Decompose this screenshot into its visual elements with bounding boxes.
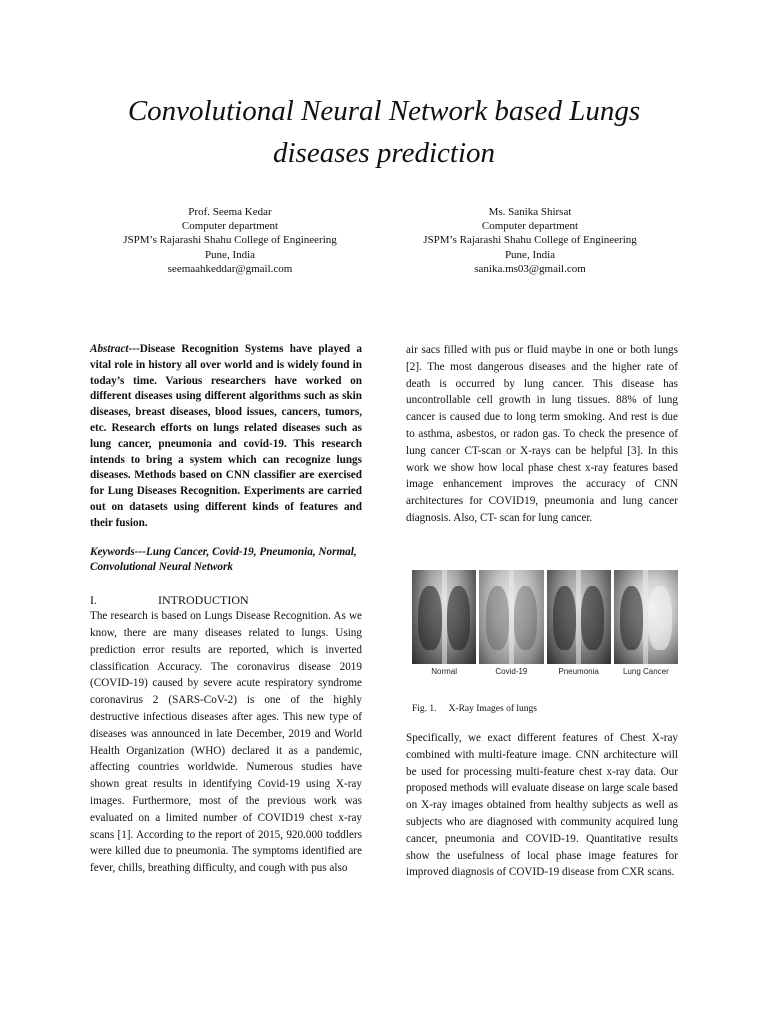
paper-title-line-1: Convolutional Neural Network based Lungs <box>127 95 641 127</box>
xray-label: Lung Cancer <box>622 667 669 676</box>
figure-caption-text: X-Ray Images of lungs <box>448 704 537 714</box>
xray-label: Covid-19 <box>495 667 528 676</box>
section-title: INTRODUCTION <box>158 593 249 608</box>
author-organization: JSPM’s Rajarashi Shahu College of Engineering <box>423 234 637 247</box>
author-block-2 <box>380 205 680 276</box>
left-column <box>90 342 362 877</box>
right-column-lower <box>406 730 678 881</box>
features-paragraph: Specifically, we exact different features of Chest X-ray combined with multi-feature image. CNN architecture will be used for processing multi-feature chest x-ray data. Our proposed methods will evaluate disease on large scale based on X-ray images obtained from healthy subjects as well as subjects who are diagnosed with community acquired lung cancer, pneumonia and COVID-19. Quantitative results show the usefulness of local phase image features for improved diagnosis of COVID-19 disease from CXR scans. <box>406 732 678 879</box>
author-block-1 <box>80 205 380 276</box>
author-name: Prof. Seema Kedar <box>188 206 272 218</box>
abstract-lead: Abstract <box>90 343 129 355</box>
xray-label: Pneumonia <box>558 667 599 676</box>
introduction-continued-text: air sacs filled with pus or fluid maybe in one or both lungs [2]. The most dangerous diseases and the higher rate of death is occurred by lung cancer. This disease has uncontrollable cell growth in lung tissues. 88% of lung cancer is caused due to long term smoking. And rest is due to asthma, asbestos, or radon gas. To check the presence of lung cancer CT-scan or X-rays can be helpful [3]. In this work we show how local phase chest x-ray features based image enhancement improves the accuracy of CNN architectures for COVID19, pneumonia and lung cancer diagnosis. Also, CT- scan for lung cancer. <box>406 344 678 524</box>
author-organization: JSPM’s Rajarashi Shahu College of Engineering <box>123 234 337 247</box>
paper-title <box>60 90 708 174</box>
xray-image-pneumonia <box>547 570 611 680</box>
figure-number: Fig. 1. <box>412 704 437 714</box>
abstract <box>90 342 362 532</box>
author-email: sanika.ms03@gmail.com <box>474 262 586 275</box>
paper-title-line-2: diseases prediction <box>272 137 496 169</box>
section-number: I. <box>90 593 97 608</box>
xray-image-normal <box>412 570 476 680</box>
author-name: Ms. Sanika Shirsat <box>488 206 572 218</box>
author-email: seemaahkeddar@gmail.com <box>167 262 293 275</box>
xray-image-covid <box>479 570 543 680</box>
abstract-text: ---Disease Recognition Systems have played a vital role in history all over world and is widely found in today’s time. Various researchers have worked on different diseases using different algorithms such as skin diseases, breast diseases, blood issues, cancers, tumors, etc. Research efforts on lungs related diseases such as lung cancer, pneumonia and covid-19. This research intends to bring a system which can recognize lungs diseases. Methods based on CNN classifier are exercised for Lung Diseases Recognition. Experiments are carried out on datasets using different kinds of features and their fusion. <box>90 343 362 529</box>
xray-figure <box>412 570 678 680</box>
right-column <box>406 342 678 527</box>
keywords: Keywords---Lung Cancer, Covid-19, Pneumonia, Normal, Convolutional Neural Network <box>90 545 357 574</box>
author-department: Computer department <box>481 220 579 233</box>
author-location: Pune, India <box>204 248 256 261</box>
section-heading-introduction <box>90 592 362 608</box>
xray-image-lung-cancer <box>614 570 678 680</box>
author-location: Pune, India <box>504 248 556 261</box>
introduction-text: The research is based on Lungs Disease Recognition. As we know, there are many diseases related to lungs. Using prediction error results are reported, which is inverted classification Accuracy. The coronavirus disease 2019 (COVID-19) caused by severe acute respiratory syndrome coronavirus 2 (SARS-CoV-2) is one of the highly destructive infectious diseases after ages. This new type of diseases was announced in late December, 2019 and World Health Organization (WHO) declared it as a pandemic, affecting countries worldwide. Numerous studies have shown great results in identifying Covid-19 using X-ray images. Furthermore, most of the previous work was evaluated on a limited number of COVID19 chest x-ray scans [1]. According to the report of 2015, 920.000 toddlers were killed due to pneumonia. The symptoms identified are fever, chills, breathing difficulty, and cough with pus also <box>90 610 362 875</box>
xray-label: Normal <box>431 667 458 676</box>
author-department: Computer department <box>181 220 279 233</box>
figure-caption <box>412 703 537 715</box>
